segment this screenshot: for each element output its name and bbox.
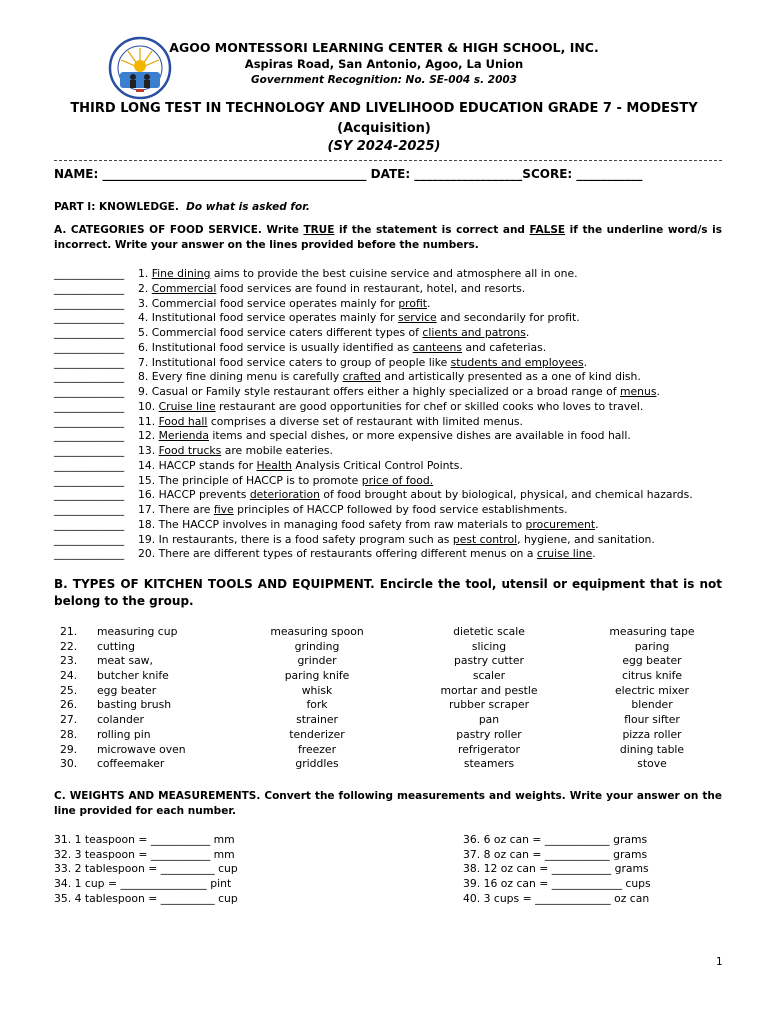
item-text: aims to provide the best cuisine service and atmosphere all in one. bbox=[210, 267, 578, 280]
tool-option: stove bbox=[637, 757, 667, 771]
kitchen-tools-table bbox=[54, 625, 734, 772]
item-number: 20. bbox=[138, 547, 156, 561]
answer-blank: _____________ bbox=[54, 414, 125, 428]
answer-blank: _____________ bbox=[54, 311, 125, 325]
item-number: 24. bbox=[60, 669, 78, 683]
tool-option: blender bbox=[631, 698, 673, 712]
item-text: Institutional food service caters to group of people like bbox=[151, 355, 451, 369]
tool-option: flour sifter bbox=[624, 713, 680, 727]
tool-option: strainer bbox=[296, 713, 338, 727]
underlined-term: Fine dining bbox=[151, 267, 211, 280]
tool-option: mortar and pestle bbox=[440, 683, 538, 697]
answer-blank: _____________ bbox=[54, 340, 125, 354]
underlined-term: cruise line bbox=[536, 547, 593, 561]
measurement-item: 37. 8 oz can = ____________ grams bbox=[463, 847, 648, 861]
underlined-term: profit bbox=[398, 296, 428, 310]
item-number: 17. bbox=[138, 503, 156, 516]
underlined-term: Merienda bbox=[158, 429, 209, 443]
tool-option: scaler bbox=[472, 669, 506, 683]
tool-option: cutting bbox=[97, 639, 135, 653]
underlined-term: Food trucks bbox=[158, 444, 222, 457]
list-item bbox=[54, 297, 734, 312]
underlined-term: five bbox=[213, 503, 234, 516]
tool-option: measuring tape bbox=[609, 625, 695, 638]
item-text: food services are found in restaurant, hotel, and resorts. bbox=[216, 281, 526, 295]
tool-option: fork bbox=[306, 698, 328, 712]
table-row bbox=[54, 654, 734, 669]
name-date-score-row: NAME: ____________________________________________ DATE: __________________SCORE: ___________ bbox=[54, 167, 643, 181]
government-recognition: Government Recognition: No. SE-004 s. 2003 bbox=[251, 74, 517, 86]
item-number: 6. bbox=[138, 340, 149, 354]
tool-option: tenderizer bbox=[289, 727, 345, 741]
item-text: principles of HACCP followed by food service establishments. bbox=[233, 503, 568, 516]
underlined-term: crafted bbox=[342, 370, 381, 384]
tool-option: egg beater bbox=[622, 654, 682, 668]
answer-blank: _____________ bbox=[54, 532, 125, 546]
item-number: 27. bbox=[60, 713, 78, 727]
section-a-heading bbox=[54, 223, 722, 253]
table-row bbox=[54, 757, 734, 772]
table-row bbox=[54, 698, 734, 713]
section-b-heading: B. TYPES OF KITCHEN TOOLS AND EQUIPMENT. Encircle the tool, utensil or equipment that is not belong to the group. bbox=[54, 577, 722, 608]
table-row bbox=[54, 684, 734, 699]
answer-blank: _____________ bbox=[54, 503, 125, 516]
answer-blank: _____________ bbox=[54, 296, 125, 310]
divider bbox=[54, 160, 722, 161]
item-number: 22. bbox=[60, 639, 78, 653]
measurements-left-column bbox=[54, 833, 238, 906]
item-text: and artistically presented as a one of kind dish. bbox=[380, 370, 641, 384]
item-text: items and special dishes, or more expensive dishes are available in food hall. bbox=[208, 429, 631, 443]
item-number: 13. bbox=[138, 444, 156, 457]
underlined-term: Health bbox=[256, 458, 292, 472]
answer-blank: _____________ bbox=[54, 517, 125, 531]
list-item bbox=[54, 385, 734, 400]
answer-blank: _____________ bbox=[54, 281, 125, 295]
measurement-item: 34. 1 cup = ________________ pint bbox=[54, 877, 232, 891]
item-number: 14. bbox=[138, 458, 156, 472]
item-number: 23. bbox=[60, 654, 78, 668]
section-a-text-3: if the underline word/s is incorrect. Write your answer on the lines provided before the numbers. bbox=[54, 224, 722, 251]
underlined-term: procurement bbox=[525, 517, 596, 531]
school-name: AGOO MONTESSORI LEARNING CENTER & HIGH SCHOOL, INC. bbox=[169, 40, 599, 55]
table-row bbox=[54, 640, 734, 655]
item-number: 26. bbox=[60, 698, 78, 712]
tool-option: slicing bbox=[471, 639, 507, 653]
table-row bbox=[54, 713, 734, 728]
item-text: comprises a diverse set of restaurant with limited menus. bbox=[207, 414, 523, 428]
tool-option: meat saw, bbox=[97, 654, 153, 668]
answer-blank: _____________ bbox=[54, 458, 125, 472]
list-item bbox=[54, 429, 734, 444]
list-item bbox=[54, 341, 734, 356]
tool-option: butcher knife bbox=[97, 669, 169, 683]
true-false-items bbox=[54, 267, 734, 562]
measurement-item: 39. 16 oz can = _____________ cups bbox=[463, 877, 651, 891]
false-word: FALSE bbox=[529, 224, 566, 236]
tool-option: rubber scraper bbox=[448, 698, 530, 712]
item-text: Every fine dining menu is carefully bbox=[151, 370, 343, 384]
tool-option: grinder bbox=[297, 654, 337, 668]
list-item bbox=[54, 518, 734, 533]
item-number: 18. bbox=[138, 517, 156, 531]
item-text: Analysis Critical Control Points. bbox=[291, 458, 463, 472]
item-number: 25. bbox=[60, 683, 78, 697]
measurement-item: 31. 1 teaspoon = ___________ mm bbox=[54, 833, 235, 846]
underlined-term: canteens bbox=[412, 340, 463, 354]
item-text: The principle of HACCP is to promote bbox=[158, 473, 362, 487]
underlined-term: Food hall bbox=[158, 414, 208, 428]
answer-blank: _____________ bbox=[54, 399, 125, 413]
list-item bbox=[54, 311, 734, 326]
test-title: THIRD LONG TEST IN TECHNOLOGY AND LIVELIHOOD EDUCATION GRADE 7 - MODESTY bbox=[70, 101, 698, 116]
underlined-term: service bbox=[398, 311, 437, 325]
tool-option: refrigerator bbox=[458, 742, 520, 756]
measurement-item: 35. 4 tablespoon = __________ cup bbox=[54, 891, 238, 905]
school-address: Aspiras Road, San Antonio, Agoo, La Union bbox=[244, 57, 524, 71]
tool-option: rolling pin bbox=[97, 727, 151, 741]
tool-option: electric mixer bbox=[615, 683, 689, 697]
tool-option: citrus knife bbox=[621, 669, 683, 683]
item-number: 16. bbox=[138, 488, 156, 502]
item-text: restaurant are good opportunities for chef or skilled cooks who loves to travel. bbox=[215, 399, 644, 413]
measurement-item: 33. 2 tablespoon = __________ cup bbox=[54, 862, 238, 876]
tool-option: paring bbox=[634, 639, 670, 653]
section-a-text-2: if the statement is correct and bbox=[334, 224, 530, 236]
item-number: 28. bbox=[60, 727, 78, 741]
underlined-term: pest control bbox=[452, 532, 518, 546]
underlined-term: deterioration bbox=[249, 488, 320, 502]
tool-option: coffeemaker bbox=[97, 757, 165, 771]
measurement-item: 32. 3 teaspoon = ___________ mm bbox=[54, 847, 235, 861]
tool-option: measuring spoon bbox=[270, 625, 364, 638]
answer-blank: _____________ bbox=[54, 473, 125, 487]
part-label: PART I: KNOWLEDGE. bbox=[54, 201, 179, 213]
item-text: There are bbox=[158, 503, 214, 516]
answer-blank: _____________ bbox=[54, 370, 125, 384]
list-item bbox=[54, 459, 734, 474]
list-item bbox=[54, 547, 734, 562]
tool-option: pizza roller bbox=[622, 727, 682, 741]
item-text: The HACCP involves in managing food safety from raw materials to bbox=[158, 517, 526, 531]
list-item bbox=[54, 282, 734, 297]
measurements-right-column bbox=[463, 833, 651, 906]
answer-blank: _____________ bbox=[54, 547, 125, 561]
tool-option: measuring cup bbox=[97, 625, 178, 638]
tool-option: basting brush bbox=[97, 698, 172, 712]
tool-option: pastry roller bbox=[456, 727, 522, 741]
underlined-term: menus bbox=[619, 385, 657, 398]
list-item bbox=[54, 474, 734, 489]
measurement-item: 38. 12 oz can = ___________ grams bbox=[463, 862, 649, 876]
tool-option: microwave oven bbox=[97, 742, 186, 756]
page-number: 1 bbox=[716, 956, 723, 968]
item-text: Institutional food service operates mainly for bbox=[151, 311, 399, 325]
item-number: 12. bbox=[138, 429, 156, 443]
item-number: 10. bbox=[138, 399, 156, 413]
item-text: In restaurants, there is a food safety program such as bbox=[158, 532, 453, 546]
list-item bbox=[54, 415, 734, 430]
item-number: 5. bbox=[138, 326, 149, 339]
item-number: 11. bbox=[138, 414, 156, 428]
underlined-term: Commercial bbox=[151, 281, 217, 295]
item-number: 29. bbox=[60, 742, 78, 756]
item-text: of food brought about by biological, physical, and chemical hazards. bbox=[319, 488, 693, 502]
item-text: Commercial food service caters different types of bbox=[151, 326, 423, 339]
item-number: 7. bbox=[138, 355, 149, 369]
tool-option: egg beater bbox=[97, 683, 157, 697]
answer-blank: _____________ bbox=[54, 326, 125, 339]
item-number: 3. bbox=[138, 296, 149, 310]
tool-option: pan bbox=[478, 713, 500, 727]
list-item bbox=[54, 370, 734, 385]
list-item bbox=[54, 356, 734, 371]
item-number: 8. bbox=[138, 370, 149, 384]
table-row bbox=[54, 669, 734, 684]
item-text: HACCP prevents bbox=[158, 488, 250, 502]
item-number: 19. bbox=[138, 532, 156, 546]
section-a-text-1: A. CATEGORIES OF FOOD SERVICE. Write bbox=[54, 224, 304, 236]
part-heading bbox=[54, 201, 310, 213]
item-text: . bbox=[656, 385, 660, 398]
answer-blank: _____________ bbox=[54, 267, 125, 280]
item-text: are mobile eateries. bbox=[221, 444, 333, 457]
list-item bbox=[54, 444, 734, 459]
item-text: and secondarily for profit. bbox=[436, 311, 580, 325]
item-text: , hygiene, and sanitation. bbox=[517, 532, 655, 546]
underlined-term: Cruise line bbox=[158, 399, 216, 413]
table-row bbox=[54, 728, 734, 743]
underlined-term: students and employees bbox=[450, 355, 584, 369]
answer-blank: _____________ bbox=[54, 355, 125, 369]
section-c-heading: C. WEIGHTS AND MEASUREMENTS. Convert the following measurements and weights. Write your answer on the line provided for each number. bbox=[54, 790, 722, 817]
list-item bbox=[54, 326, 734, 341]
tool-option: dining table bbox=[619, 742, 685, 756]
item-number: 15. bbox=[138, 473, 156, 487]
tool-option: colander bbox=[97, 713, 144, 727]
tool-option: paring knife bbox=[284, 669, 350, 683]
item-number: 1. bbox=[138, 267, 149, 280]
item-text: Institutional food service is usually identified as bbox=[151, 340, 413, 354]
true-word: TRUE bbox=[303, 224, 335, 236]
item-text: . bbox=[525, 326, 530, 339]
item-number: 9. bbox=[138, 385, 149, 398]
tool-option: whisk bbox=[301, 683, 333, 697]
answer-blank: _____________ bbox=[54, 429, 125, 443]
item-text: . bbox=[583, 355, 588, 369]
item-number: 30. bbox=[60, 757, 78, 771]
measurement-item: 40. 3 cups = ______________ oz can bbox=[463, 891, 650, 905]
answer-blank: _____________ bbox=[54, 385, 125, 398]
test-subtitle: (Acquisition) bbox=[337, 121, 431, 136]
tool-option: dietetic scale bbox=[453, 625, 525, 638]
table-row bbox=[54, 743, 734, 758]
list-item bbox=[54, 488, 734, 503]
answer-blank: _____________ bbox=[54, 444, 125, 457]
table-row bbox=[54, 625, 734, 640]
underlined-term: clients and patrons bbox=[422, 326, 526, 339]
item-text: . bbox=[592, 547, 596, 561]
underlined-term: price of food. bbox=[361, 473, 434, 487]
school-year: (SY 2024-2025) bbox=[327, 139, 441, 154]
item-text: . bbox=[595, 517, 599, 531]
item-text: and cafeterias. bbox=[462, 340, 547, 354]
item-text: Commercial food service operates mainly for bbox=[151, 296, 399, 310]
item-number: 4. bbox=[138, 311, 149, 325]
tool-option: steamers bbox=[463, 757, 515, 771]
tool-option: griddles bbox=[295, 757, 339, 771]
answer-blank: _____________ bbox=[54, 488, 125, 502]
list-item bbox=[54, 400, 734, 415]
item-number: 21. bbox=[60, 625, 78, 638]
measurement-item: 36. 6 oz can = ____________ grams bbox=[463, 833, 648, 846]
list-item bbox=[54, 533, 734, 548]
list-item bbox=[54, 503, 734, 518]
tool-option: grinding bbox=[294, 639, 340, 653]
item-text: . bbox=[427, 296, 431, 310]
list-item bbox=[54, 267, 734, 282]
tool-option: freezer bbox=[297, 742, 337, 756]
item-text: HACCP stands for bbox=[158, 458, 257, 472]
item-text: Casual or Family style restaurant offers either a highly specialized or a broad range of bbox=[151, 385, 620, 398]
part-instruction: Do what is asked for. bbox=[186, 201, 310, 213]
tool-option: pastry cutter bbox=[454, 654, 524, 668]
item-text: There are different types of restaurants offering different menus on a bbox=[158, 547, 537, 561]
item-number: 2. bbox=[138, 281, 149, 295]
